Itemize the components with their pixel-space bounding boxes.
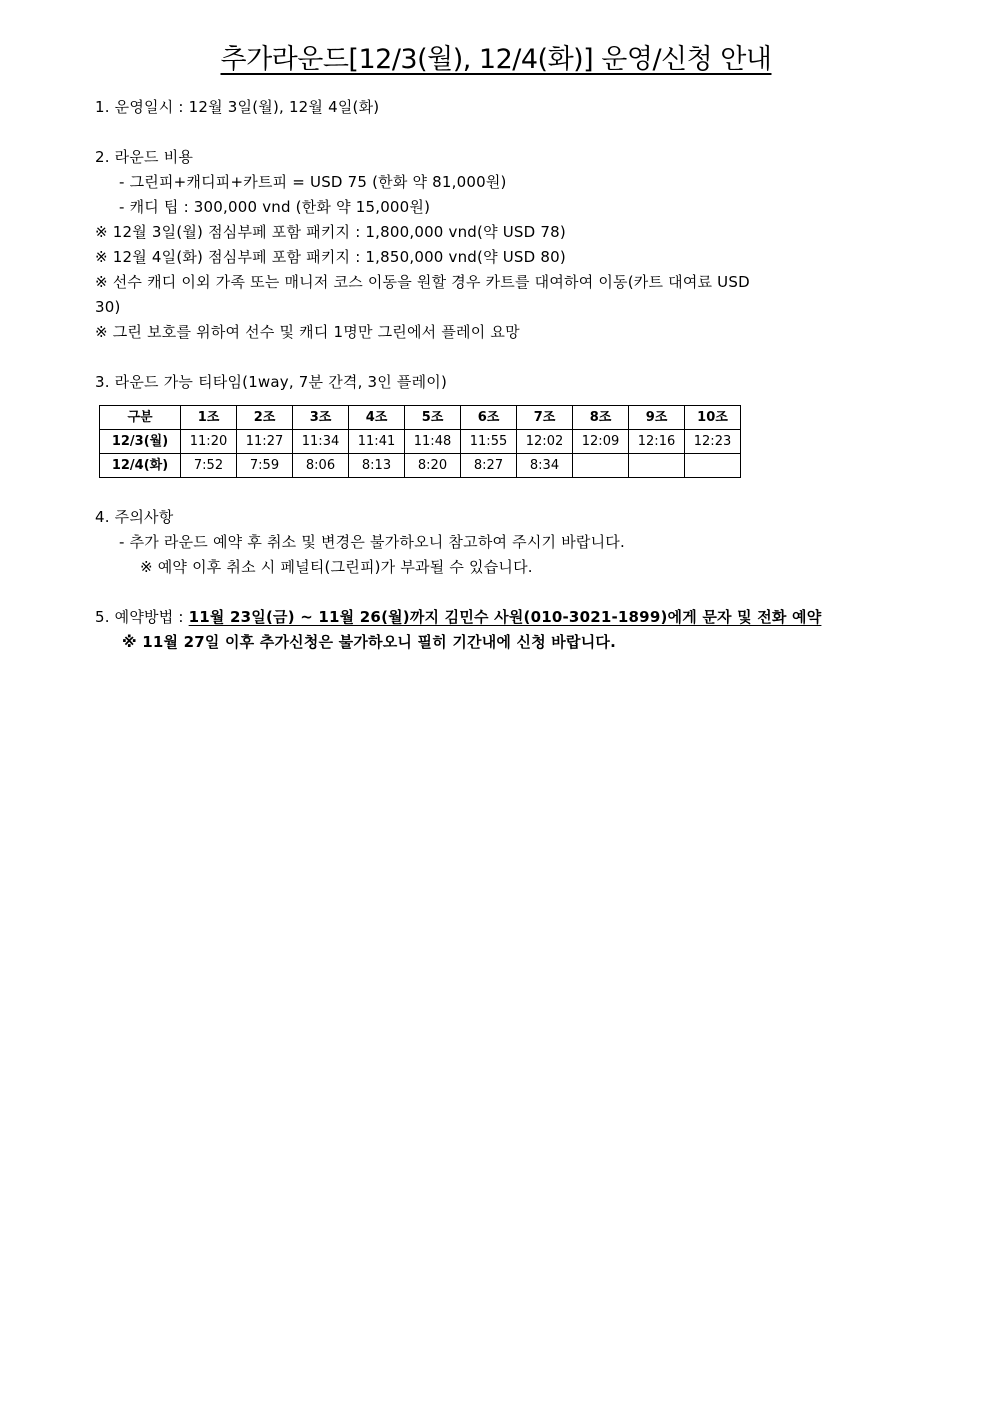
teetime-table xyxy=(99,405,741,478)
schedule-line: 1. 운영일시 : 12월 3일(월), 12월 4일(화) xyxy=(95,98,380,116)
tee-time-cell: 12:02 xyxy=(517,430,573,454)
tee-time-cell: 8:27 xyxy=(461,454,517,478)
table-header-cell: 3조 xyxy=(293,406,349,430)
package-note-dec4: ※ 12월 4일(화) 점심부페 포함 패키지 : 1,850,000 vnd(약 USD 80) xyxy=(95,248,566,266)
tee-time-cell: 11:27 xyxy=(237,430,293,454)
reservation-method: 11월 23일(금) ~ 11월 26(월)까지 김민수 사원(010-3021-1899)에게 문자 및 전화 예약 xyxy=(188,608,822,626)
tee-time-cell: 12:09 xyxy=(573,430,629,454)
tee-time-cell xyxy=(685,454,741,478)
tee-time-cell: 8:06 xyxy=(293,454,349,478)
fee-line: - 그린피+캐디피+카트피 = USD 75 (한화 약 81,000원) xyxy=(119,173,507,191)
table-header-cell: 5조 xyxy=(405,406,461,430)
table-header-cell: 9조 xyxy=(629,406,685,430)
caddie-tip-line: - 캐디 팁 : 300,000 vnd (한화 약 15,000원) xyxy=(119,198,431,216)
reservation-label: 5. 예약방법 : xyxy=(95,608,189,626)
row-date-cell: 12/3(월) xyxy=(100,430,181,454)
deadline-note: ※ 11월 27일 이후 추가신청은 불가하오니 필히 기간내에 신청 바랍니다. xyxy=(122,633,616,651)
table-header-row xyxy=(100,406,741,430)
tee-time-cell: 11:55 xyxy=(461,430,517,454)
table-header-cell: 7조 xyxy=(517,406,573,430)
tee-time-cell: 11:41 xyxy=(349,430,405,454)
tee-time-cell: 7:52 xyxy=(181,454,237,478)
caution-heading: 4. 주의사항 xyxy=(95,508,174,526)
table-row xyxy=(100,454,741,478)
page-title: 추가라운드[12/3(월), 12/4(화)] 운영/신청 안내 xyxy=(220,44,772,75)
table-header-cell: 4조 xyxy=(349,406,405,430)
teetime-heading: 3. 라운드 가능 티타임(1way, 7분 간격, 3인 플레이) xyxy=(95,373,448,391)
tee-time-cell: 8:13 xyxy=(349,454,405,478)
caution-item: - 추가 라운드 예약 후 취소 및 변경은 불가하오니 참고하여 주시기 바랍니다. xyxy=(119,533,625,551)
table-header-cell: 구분 xyxy=(100,406,181,430)
tee-time-cell: 12:23 xyxy=(685,430,741,454)
tee-time-cell: 8:20 xyxy=(405,454,461,478)
cart-note: ※ 선수 캐디 이외 가족 또는 매니저 코스 이동을 원할 경우 카트를 대여하여 이동(카트 대여료 USD xyxy=(95,273,750,291)
cart-note-cont: 30) xyxy=(95,298,121,316)
table-header-cell: 2조 xyxy=(237,406,293,430)
table-row xyxy=(100,430,741,454)
tee-time-cell: 11:20 xyxy=(181,430,237,454)
tee-time-cell: 7:59 xyxy=(237,454,293,478)
tee-time-cell: 8:34 xyxy=(517,454,573,478)
tee-time-cell xyxy=(573,454,629,478)
tee-time-cell: 11:34 xyxy=(293,430,349,454)
tee-time-cell: 12:16 xyxy=(629,430,685,454)
penalty-note: ※ 예약 이후 취소 시 페널티(그린피)가 부과될 수 있습니다. xyxy=(140,558,533,576)
tee-time-cell: 11:48 xyxy=(405,430,461,454)
cost-heading: 2. 라운드 비용 xyxy=(95,148,194,166)
package-note-dec3: ※ 12월 3일(월) 점심부페 포함 패키지 : 1,800,000 vnd(약 USD 78) xyxy=(95,223,566,241)
table-header-cell: 1조 xyxy=(181,406,237,430)
table-header-cell: 6조 xyxy=(461,406,517,430)
row-date-cell: 12/4(화) xyxy=(100,454,181,478)
table-header-cell: 10조 xyxy=(685,406,741,430)
green-protection-note: ※ 그린 보호를 위하여 선수 및 캐디 1명만 그린에서 플레이 요망 xyxy=(95,323,520,341)
reservation-line xyxy=(95,607,821,627)
table-header-cell: 8조 xyxy=(573,406,629,430)
tee-time-cell xyxy=(629,454,685,478)
